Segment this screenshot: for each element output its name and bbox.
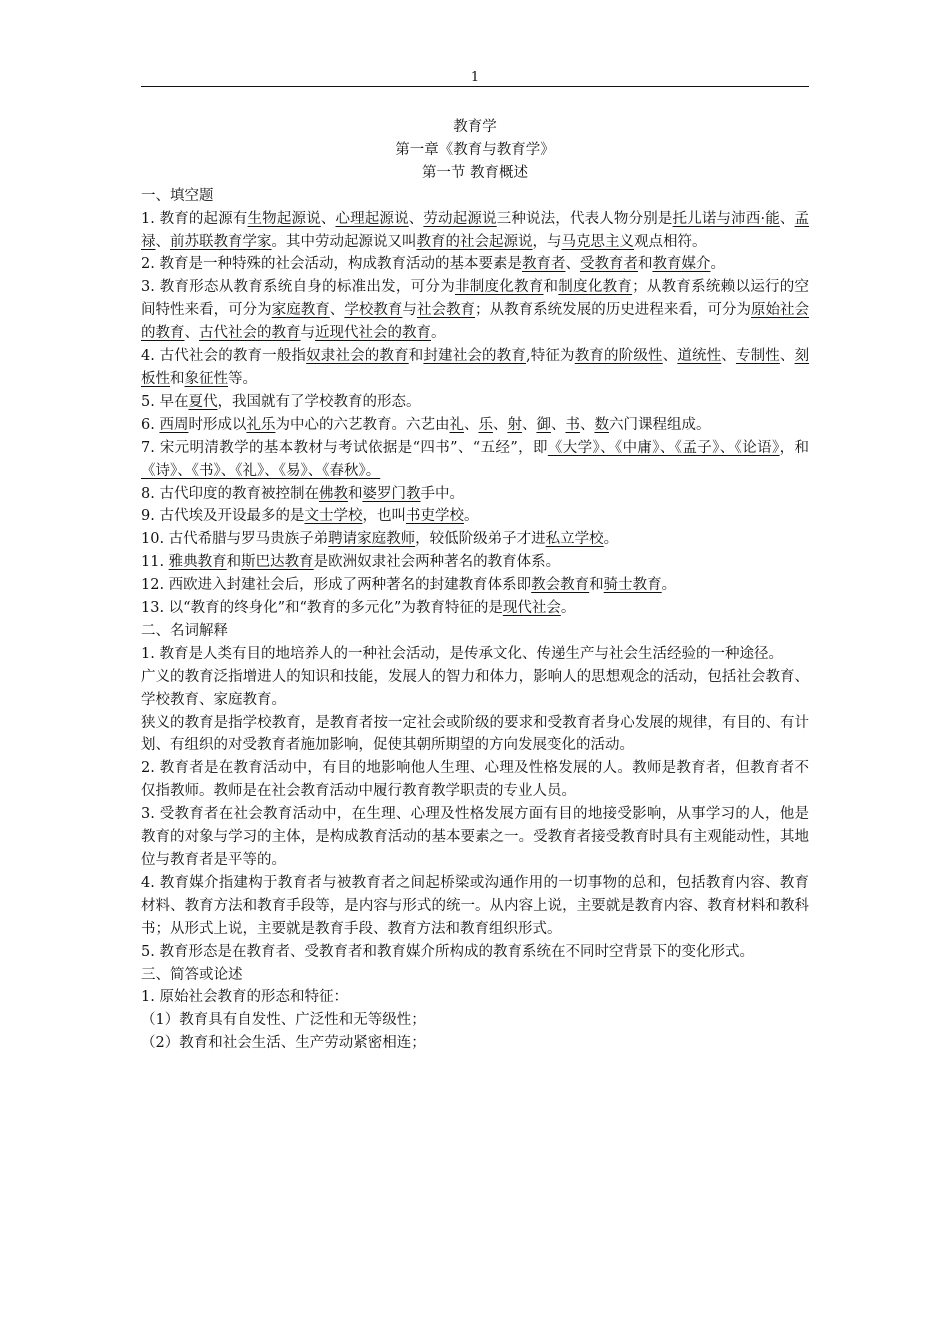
question-text: 2. 教育是一种特殊的社会活动，构成教育活动的基本要素是 <box>141 256 522 273</box>
answer-blank: 马克思主义 <box>561 233 634 250</box>
answer-blank: 佛教 <box>318 485 348 502</box>
fill-in-blank-item <box>141 597 809 620</box>
question-text: ，与 <box>532 233 562 250</box>
fill-in-blank-item <box>141 208 809 254</box>
question-text: 等。 <box>228 370 257 387</box>
answer-blank: 斯巴达教育 <box>241 554 314 571</box>
answer-blank: 道统性 <box>677 348 722 365</box>
fill-in-blank-item <box>141 574 809 597</box>
question-text: 、 <box>521 416 537 433</box>
definition-paragraph: 1. 教育是人类有目的地培养人的一种社会活动，是传承文化、传递生产与社会生活经验的一种途径。 <box>141 645 783 662</box>
answer-blank: 夏代 <box>188 393 218 410</box>
fill-in-blank-item <box>141 414 809 437</box>
question-text: 8. 古代印度的教育被控制在 <box>141 485 319 502</box>
answer-blank: 骑士教育 <box>603 577 662 594</box>
question-text: 时形成以 <box>188 416 247 433</box>
question-text: 、 <box>329 302 345 319</box>
definition-paragraph: 狭义的教育是指学校教育，是教育者按一定社会或阶级的要求和受教育者身心发展的规律，有目的、有计划、有组织的对受教育者施加影响，促使其朝所期望的方向发展变化的活动。 <box>141 714 809 754</box>
answer-line: 1. 原始社会教育的形态和特征： <box>141 989 348 1006</box>
question-text: 12. 西欧进入封建社会后，形成了两种著名的封建教育体系即 <box>141 577 532 594</box>
question-text: 、 <box>155 233 170 250</box>
part2-heading: 二、名词解释 <box>141 622 228 639</box>
answer-blank: 劳动起源说 <box>423 210 497 227</box>
question-text: 10. 古代希腊与罗马贵族子弟 <box>141 531 329 548</box>
answer-blank: 非制度化教育 <box>454 279 544 296</box>
question-text: 为中心的六艺教育。六艺由 <box>275 416 450 433</box>
question-text: 、 <box>565 256 580 273</box>
question-text: 观点相符。 <box>634 233 707 250</box>
answer-blank: 数 <box>594 416 609 433</box>
answer-line: （1）教育具有自发性、广泛性和无等级性； <box>141 1012 426 1029</box>
definition-paragraph: 2. 教育者是在教育活动中，有目的地影响他人生理、心理及性格发展的人。教师是教育者，但教育者不仅指教师。教师是在社会教育活动中履行教育教学职责的专业人员。 <box>141 760 809 800</box>
question-text: 与 <box>300 325 315 342</box>
question-text: 和 <box>637 256 653 273</box>
chapter-title: 第一章《教育与教育学》 <box>395 141 555 158</box>
question-text: 和 <box>347 485 363 502</box>
fill-in-blank-item <box>141 483 809 506</box>
question-text: 、 <box>492 416 508 433</box>
question-text: 3. 教育形态从教育系统自身的标准出发，可分为 <box>141 279 455 296</box>
document-body <box>141 116 809 1055</box>
question-text: ,特征为 <box>525 348 575 365</box>
answer-blank: 社会教育 <box>416 302 476 319</box>
answer-blank: 托儿诺与沛西·能 <box>672 210 780 227</box>
question-text: 和 <box>589 577 604 594</box>
question-text: 和 <box>226 554 242 571</box>
definition-paragraph: 广义的教育泛指增进人的知识和技能，发展人的智力和体力，影响人的思想观念的活动，包括社会教育、学校教育、家庭教育。 <box>141 668 809 708</box>
answer-blank: 教育者 <box>521 256 566 273</box>
question-text: 、 <box>721 348 736 365</box>
part3-heading: 三、简答或论述 <box>141 966 243 983</box>
answer-blank: 家庭教育 <box>271 302 330 319</box>
answer-blank: 刻板性 <box>141 348 810 387</box>
fill-in-blank-item <box>141 345 809 391</box>
answer-blank: 受教育者 <box>579 256 638 273</box>
fill-in-blank-item <box>141 551 809 574</box>
answer-blank: 聘请家庭教师 <box>328 531 416 548</box>
question-text: 5. 早在 <box>141 393 189 410</box>
answer-blank: 礼 <box>449 416 464 433</box>
definition-paragraph: 4. 教育媒介指建构于教育者与被教育者之间起桥梁或沟通作用的一切事物的总和，包括教育内容、教育材料、教育方法和教育手段等，是内容与形式的统一。从内容上说，主要就是教育内容、教育材料和教科书；从形式上说，主要就是教育手段、教育方法和教育组织形式。 <box>141 874 809 937</box>
question-text: 4. 古代社会的教育一般指 <box>141 348 307 365</box>
part1-heading: 一、填空题 <box>141 187 214 204</box>
fill-in-blank-item <box>141 505 809 528</box>
question-text: ；从教育系统赖以运行的空间特性来看，可分为 <box>141 279 809 319</box>
question-text: 三种说法，代表人物分别是 <box>496 210 673 227</box>
answer-blank: 乐 <box>478 416 493 433</box>
page-number: 1 <box>470 70 480 85</box>
fill-in-blank-item <box>141 437 809 483</box>
answer-blank: 心理起源说 <box>335 210 409 227</box>
answer-blank: 婆罗门教 <box>362 485 421 502</box>
question-text: ，我国就有了学校教育的形态。 <box>217 393 421 410</box>
answer-blank: 原始社会的教育 <box>141 302 810 342</box>
question-text: ，也叫 <box>362 508 406 525</box>
question-text: 11. <box>141 554 169 571</box>
answer-blank: 书 <box>565 416 580 433</box>
question-text: 和 <box>170 370 185 387</box>
definition-paragraph: 3. 受教育者在社会教育活动中，在生理、心理及性格发展方面有目的地接受影响，从事学习的人，他是教育的对象与学习的主体，是构成教育活动的基本要素之一。受教育者接受教育时具有主观能动性，其地位与教育者是平等的。 <box>141 806 809 868</box>
question-text: 、 <box>662 348 678 365</box>
answer-line: （2）教育和社会生活、生产劳动紧密相连； <box>141 1035 426 1052</box>
question-text: 、 <box>779 348 795 365</box>
answer-blank: 教育的阶级性 <box>574 348 663 365</box>
question-text: 、 <box>579 416 595 433</box>
fill-in-blank-item <box>141 253 809 276</box>
question-text: 。 <box>560 600 576 617</box>
answer-blank: 西周 <box>159 416 189 433</box>
header-rule <box>141 86 809 87</box>
question-text: 、 <box>550 416 566 433</box>
question-text: 13. 以“教育的终身化”和“教育的多元化”为教育特征的是 <box>141 600 503 617</box>
answer-blank: 古代社会的教育 <box>199 325 301 342</box>
question-text: 、 <box>408 210 424 227</box>
fill-in-blank-item <box>141 276 809 345</box>
answer-blank: 教会教育 <box>531 577 590 594</box>
question-text: 、 <box>463 416 479 433</box>
question-text: 。 <box>603 531 619 548</box>
answer-blank: 制度化教育 <box>558 279 633 296</box>
question-text: ，较低阶级弟子才进 <box>415 531 546 548</box>
answer-blank: 书吏学校 <box>405 508 464 525</box>
answer-blank: 孟禄 <box>141 210 810 250</box>
section-title: 第一节 教育概述 <box>421 164 529 181</box>
answer-blank: 《大学》、《中庸》、《孟子》、《论语》 <box>547 439 780 456</box>
fill-in-blank-item <box>141 528 809 551</box>
question-text: 1. 教育的起源有 <box>141 210 248 227</box>
definitions-section <box>141 643 809 964</box>
question-text: 、 <box>320 210 336 227</box>
answer-blank: 射 <box>507 416 522 433</box>
question-text: 9. 古代埃及开设最多的是 <box>141 508 305 525</box>
answer-blank: 奴隶社会的教育 <box>306 348 409 365</box>
answer-blank: 生物起源说 <box>247 210 321 227</box>
question-text: 六门课程组成。 <box>608 416 711 433</box>
question-text: 手中。 <box>420 485 464 502</box>
answer-blank: 封建社会的教育 <box>423 348 526 365</box>
answer-blank: 前苏联教育学家 <box>170 233 272 250</box>
answer-blank: 近现代社会的教育 <box>315 325 431 342</box>
answer-blank: 学校教育 <box>344 302 403 319</box>
answer-blank: 教育媒介 <box>652 256 711 273</box>
question-text: 7. 宋元明清教学的基本教材与考试依据是“四书”、“五经”，即 <box>141 439 548 456</box>
answer-blank: 教育的社会起源说 <box>416 233 533 250</box>
question-text: 和 <box>543 279 559 296</box>
fill-in-blank-list <box>141 208 809 620</box>
question-text: ，和 <box>779 439 810 456</box>
answer-blank: 私立学校 <box>545 531 604 548</box>
fill-in-blank-item <box>141 391 809 414</box>
answer-blank: 御 <box>536 416 551 433</box>
question-text: 。其中劳动起源说又叫 <box>271 233 417 250</box>
answer-blank: 雅典教育 <box>168 554 227 571</box>
question-text: 6. <box>141 416 160 433</box>
answer-blank: 象征性 <box>184 370 228 387</box>
question-text: 和 <box>408 348 424 365</box>
question-text: 。 <box>710 256 725 273</box>
answer-blank: 现代社会 <box>502 600 561 617</box>
definition-paragraph: 5. 教育形态是在教育者、受教育者和教育媒介所构成的教育系统在不同时空背景下的变化形式。 <box>141 943 754 960</box>
question-text: 、 <box>779 210 795 227</box>
answer-blank: 专制性 <box>735 348 780 365</box>
short-answer-section <box>141 986 809 1055</box>
question-text: 。 <box>463 508 479 525</box>
answer-blank: 礼乐 <box>246 416 276 433</box>
question-text: 。 <box>431 325 446 342</box>
question-text: 、 <box>184 325 199 342</box>
question-text: ；从教育系统发展的历史进程来看，可分为 <box>475 302 751 319</box>
question-text: 是欧洲奴隶社会两种著名的教育体系。 <box>313 554 561 571</box>
answer-blank: 《诗》、《书》、《礼》、《易》、《春秋》。 <box>141 462 381 479</box>
question-text: 与 <box>402 302 417 319</box>
document-title: 教育学 <box>453 119 497 135</box>
question-text: 。 <box>661 577 677 594</box>
answer-blank: 文士学校 <box>304 508 363 525</box>
